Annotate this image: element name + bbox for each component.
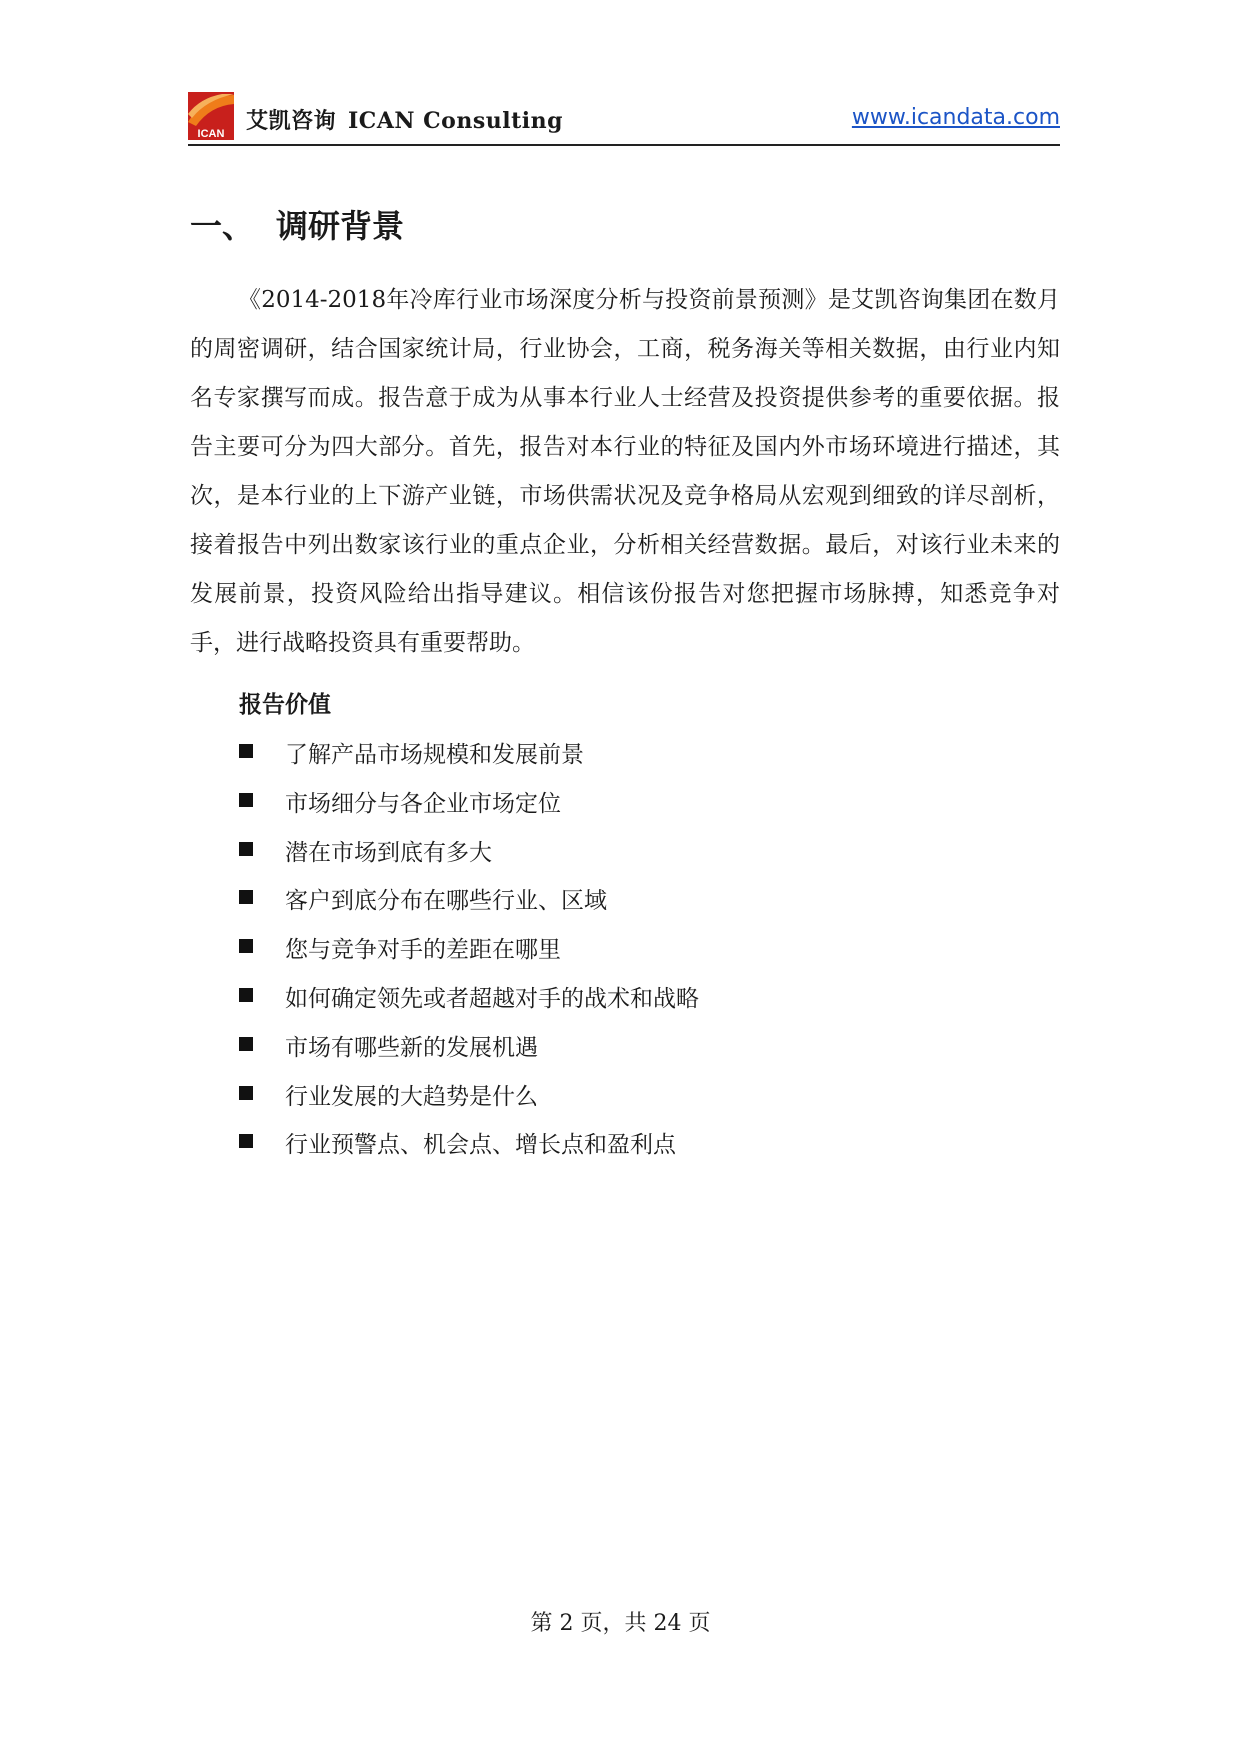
report-value-list	[239, 736, 699, 1175]
list-item	[239, 785, 699, 834]
list-item	[239, 1126, 699, 1175]
section-heading	[190, 201, 404, 247]
square-bullet-icon	[239, 890, 253, 904]
logo-text: ICAN	[197, 128, 225, 140]
brand-name	[246, 104, 563, 135]
list-item	[239, 1078, 699, 1127]
square-bullet-icon	[239, 793, 253, 807]
list-item	[239, 882, 699, 931]
website-link[interactable]: www.icandata.com	[851, 105, 1060, 130]
report-value-title: 报告价值	[239, 691, 331, 718]
list-item-text: 您与竞争对手的差距在哪里	[285, 937, 561, 964]
list-item-text: 潜在市场到底有多大	[285, 839, 492, 866]
list-item	[239, 980, 699, 1029]
square-bullet-icon	[239, 1037, 253, 1051]
page-header	[188, 92, 1060, 144]
list-item-text: 如何确定领先或者超越对手的战术和战略	[285, 985, 699, 1012]
intro-paragraph: 《2014-2018年冷库行业市场深度分析与投资前景预测》是艾凯咨询集团在数月的周密调研，结合国家统计局，行业协会，工商，税务海关等相关数据，由行业内知名专家撰写而成。报告意于成为从事本行业人士经营及投资提供参考的重要依据。报告主要可分为四大部分。首先，报告对本行业的特征及国内外市场环境进行描述，其次，是本行业的上下游产业链，市场供需状况及竞争格局从宏观到细致的详尽剖析，接着报告中列出数家该行业的重点企业，分析相关经营数据。最后，对该行业未来的发展前景，投资风险给出指导建议。相信该份报告对您把握市场脉搏，知悉竞争对手，进行战略投资具有重要帮助。	[190, 287, 1060, 656]
header-divider	[188, 144, 1060, 146]
list-item-text: 行业发展的大趋势是什么	[285, 1083, 538, 1110]
list-item-text: 了解产品市场规模和发展前景	[285, 742, 584, 768]
list-item	[239, 736, 699, 785]
square-bullet-icon	[239, 842, 253, 856]
brand-en: ICAN Consulting	[348, 108, 563, 134]
section-title: 调研背景	[276, 207, 405, 245]
list-item-text: 市场细分与各企业市场定位	[285, 790, 561, 817]
list-item-text: 市场有哪些新的发展机遇	[285, 1034, 538, 1061]
list-item-text: 客户到底分布在哪些行业、区域	[285, 888, 607, 915]
list-item	[239, 1029, 699, 1078]
square-bullet-icon	[239, 939, 253, 953]
brand-cn: 艾凯咨询	[246, 108, 337, 134]
list-item	[239, 931, 699, 980]
page-number: 第 2 页，共 24 页	[530, 1611, 711, 1636]
square-bullet-icon	[239, 744, 253, 758]
section-number: 一、	[190, 207, 255, 245]
square-bullet-icon	[239, 1086, 253, 1100]
square-bullet-icon	[239, 1134, 253, 1148]
list-item-text: 行业预警点、机会点、增长点和盈利点	[285, 1132, 676, 1159]
list-item	[239, 834, 699, 883]
ican-logo	[188, 92, 234, 140]
square-bullet-icon	[239, 988, 253, 1002]
